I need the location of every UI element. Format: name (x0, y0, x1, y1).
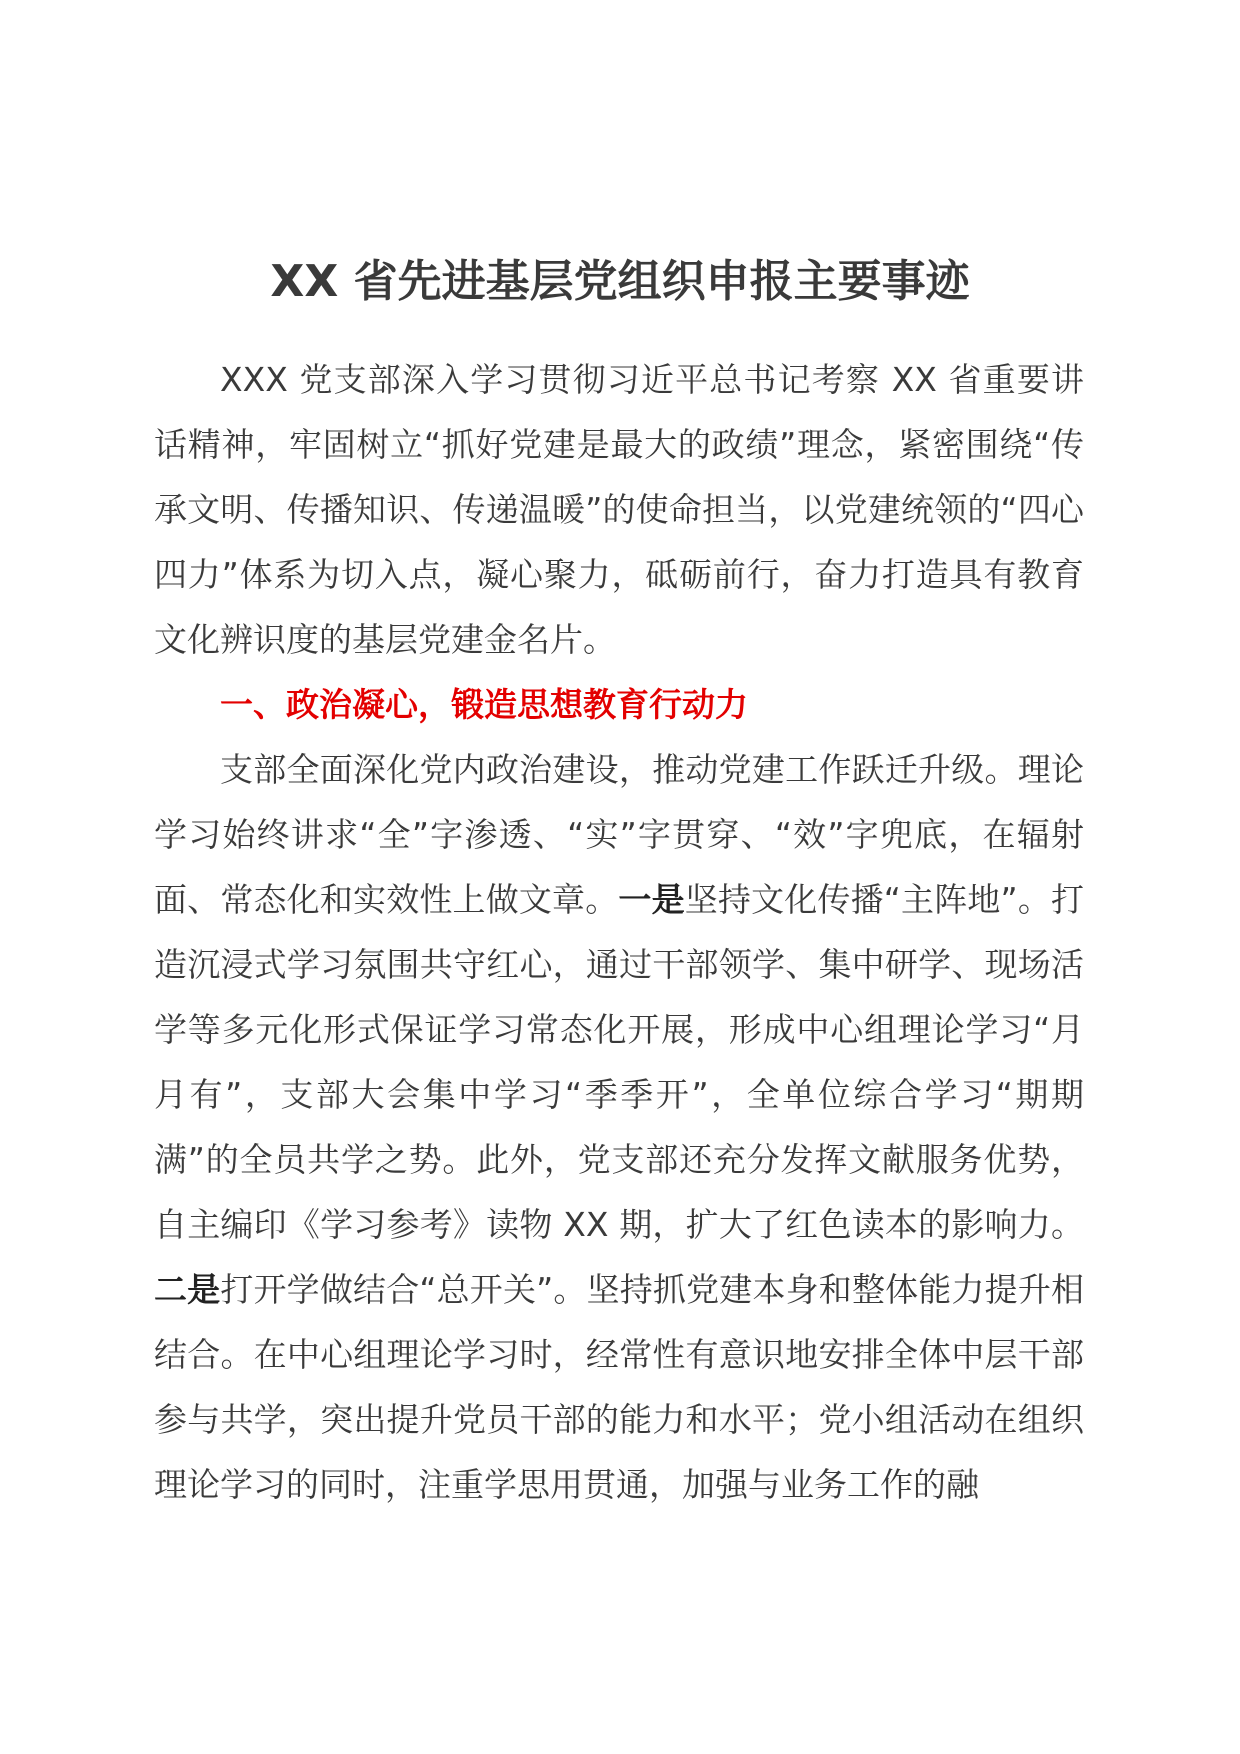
paragraph-text-a: 支部全面深化党内政治建设，推动党建工作跃迁升级。理论学习始终讲求“全”字渗透、“实”字贯穿、“效”字兜底，在辐射面、常态化和实效性上做文章。 (154, 750, 1084, 919)
lead-phrase-first: 一是 (618, 880, 685, 919)
paragraph-text-c: 打开学做结合“总开关”。坚持抓党建本身和整体能力提升相结合。在中心组理论学习时，经常性有意识地安排全体中层干部参与共学，突出提升党员干部的能力和水平；党小组活动在组织理论学习的同时，注重学思用贯通，加强与业务工作的融 (154, 1270, 1084, 1504)
lead-phrase-second: 二是 (154, 1270, 221, 1309)
document-body (154, 347, 1084, 1517)
section-1-paragraph (154, 737, 1084, 1517)
intro-paragraph: XXX 党支部深入学习贯彻习近平总书记考察 XX 省重要讲话精神，牢固树立“抓好党建是最大的政绩”理念，紧密围绕“传承文明、传播知识、传递温暖”的使命担当，以党建统领的“四心四力”体系为切入点，凝心聚力，砥砺前行，奋力打造具有教育文化辨识度的基层党建金名片。 (154, 360, 1084, 659)
document-title: XX 省先进基层党组织申报主要事迹 (270, 256, 970, 307)
paragraph-text-b: 坚持文化传播“主阵地”。打造沉浸式学习氛围共守红心，通过干部领学、集中研学、现场活学等多元化形式保证学习常态化开展，形成中心组理论学习“月月有”，支部大会集中学习“季季开”，全单位综合学习“期期满”的全员共学之势。此外，党支部还充分发挥文献服务优势，自主编印《学习参考》读物 XX 期，扩大了红色读本的影响力。 (154, 880, 1084, 1244)
section-heading-1: 一、政治凝心，锻造思想教育行动力 (220, 685, 748, 724)
